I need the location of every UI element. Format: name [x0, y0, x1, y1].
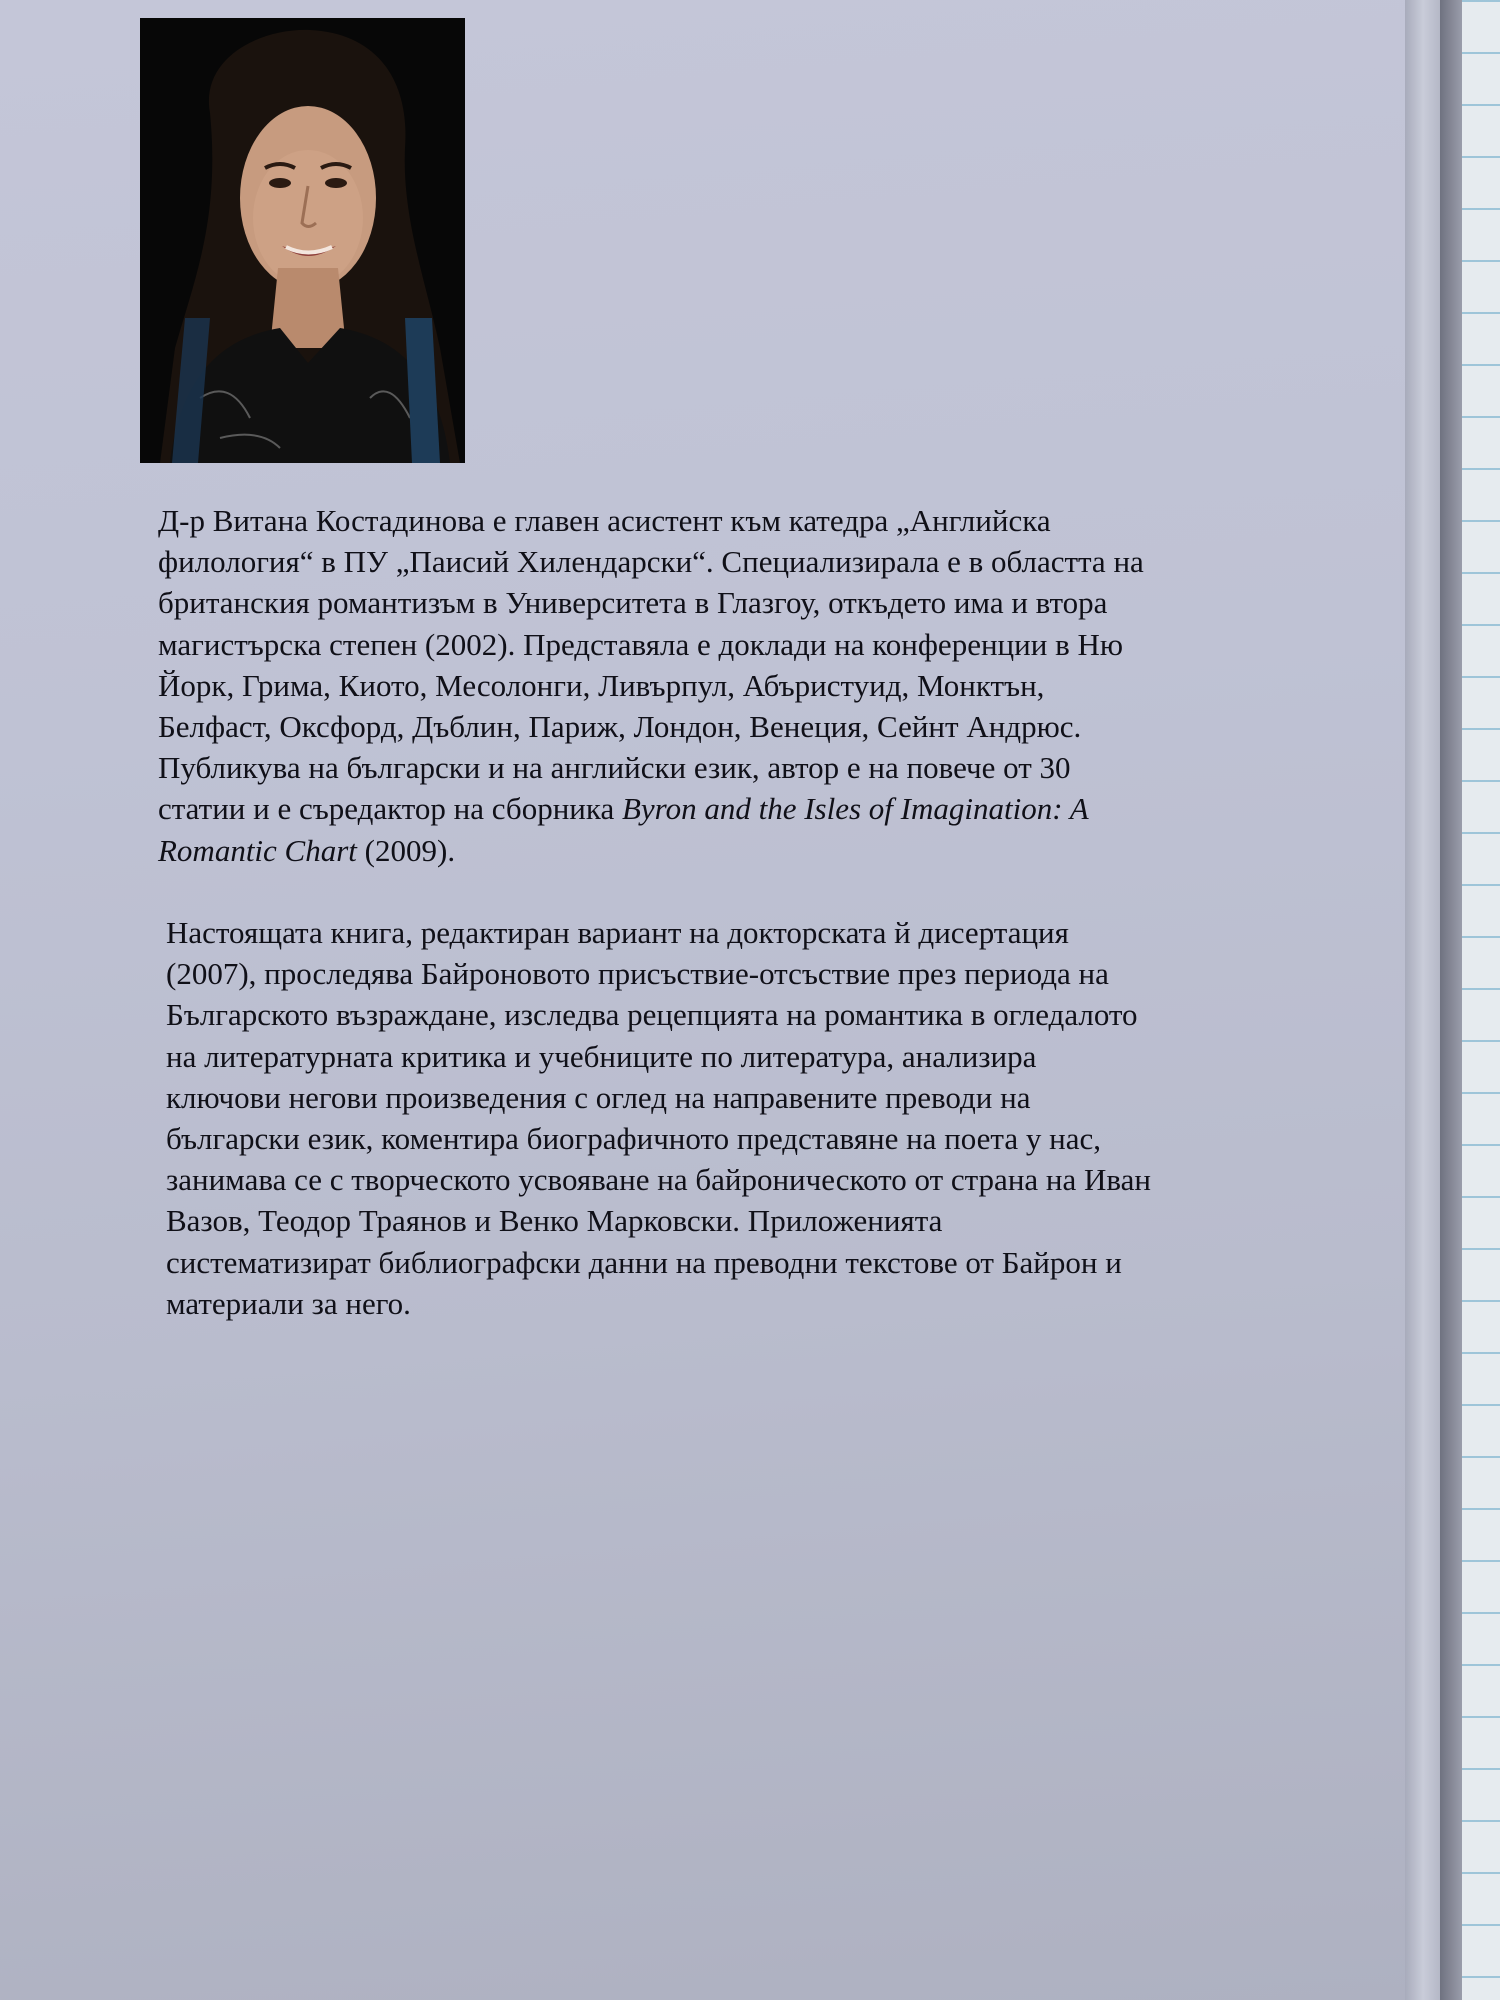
- description-line: на литературната критика и учебниците по литература, анализира: [166, 1038, 1037, 1074]
- description-line: ключови негови произведения с оглед на направените преводи на: [166, 1079, 1031, 1115]
- bio-text: статии и е съредактор на сборника: [158, 791, 622, 827]
- bio-text: (2009).: [356, 832, 456, 868]
- description-line: систематизират библиографски данни на преводни текстове от Байрон и: [166, 1244, 1122, 1280]
- book-description: [166, 912, 1346, 1324]
- book-title-italic: Byron and the Isles of Imagination: A: [621, 791, 1089, 827]
- description-line: материали за него.: [166, 1285, 411, 1321]
- author-photo: [140, 18, 465, 463]
- bio-line: Йорк, Грима, Киото, Месолонги, Ливърпул, Абъристуид, Монктън,: [158, 667, 1045, 703]
- description-line: Вазов, Теодор Траянов и Венко Марковски. Приложенията: [166, 1203, 943, 1239]
- bio-line: Публикува на български и на английски език, автор е на повече от 30: [158, 750, 1071, 786]
- bio-line: [158, 788, 1338, 829]
- book-title-italic: Romantic Chart: [158, 832, 357, 868]
- book-spine-shadow: [1440, 0, 1462, 2000]
- description-line: Настоящата книга, редактиран вариант на докторската й дисертация: [166, 915, 1069, 950]
- description-line: (2007), проследява Байроновото присъствие-отсъствие през периода на: [166, 956, 1109, 992]
- description-line: занимава се с творческото усвояване на байроническото от страна на Иван: [166, 1162, 1151, 1198]
- bio-line: филология“ в ПУ „Паисий Хилендарски“. Специализирала е в областта на: [158, 544, 1144, 580]
- bio-line: магистърска степен (2002). Представяла е доклади на конференции в Ню: [158, 626, 1123, 662]
- description-line: Българското възраждане, изследва рецепцията на романтика в огледалото: [166, 997, 1138, 1033]
- bio-line: британския романтизъм в Университета в Глазгоу, откъдето има и втора: [158, 585, 1108, 621]
- bio-line: Белфаст, Оксфорд, Дъблин, Париж, Лондон, Венеция, Сейнт Андрюс.: [158, 709, 1082, 745]
- bio-line: [158, 830, 1338, 871]
- author-biography: [158, 500, 1338, 871]
- description-line: български език, коментира биографичното представяне на поета у нас,: [166, 1121, 1101, 1157]
- bio-line: Д-р Витана Костадинова е главен асистент към катедра „Английска: [158, 503, 1051, 538]
